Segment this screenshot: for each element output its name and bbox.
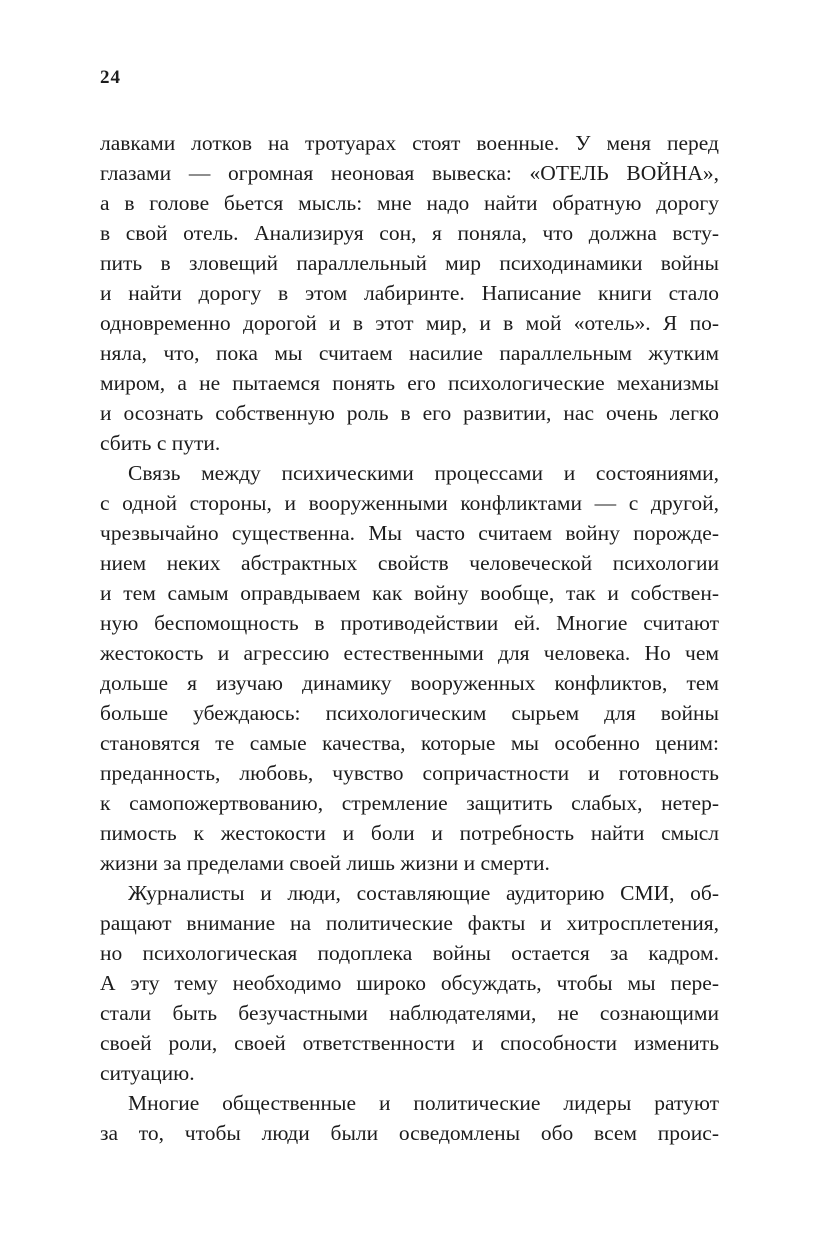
text-line: становятся те самые качества, которые мы особенно ценим: (100, 731, 719, 755)
text-line: нием неких абстрактных свойств человеческой психологии (100, 551, 719, 575)
text-line: А эту тему необходимо широко обсуждать, чтобы мы пере- (100, 971, 719, 995)
text-line: жизни за пределами своей лишь жизни и смерти. (100, 851, 550, 875)
text-line: больше убеждаюсь: психологическим сырьем для войны (100, 701, 719, 725)
text-line: Связь между психическими процессами и состояниями, (128, 461, 719, 485)
text-line: сбить с пути. (100, 431, 221, 455)
text-line: чрезвычайно существенна. Мы часто считаем войну порожде- (100, 521, 719, 545)
text-line: в свой отель. Анализируя сон, я поняла, что должна всту- (100, 221, 719, 245)
text-line: пимость к жестокости и боли и потребность найти смысл (100, 821, 719, 845)
text-line: лавками лотков на тротуарах стоят военные. У меня перед (100, 131, 719, 155)
text-line: жестокость и агрессию естественными для человека. Но чем (100, 641, 719, 665)
body-text (100, 128, 719, 1148)
text-line: одновременно дорогой и в этот мир, и в мой «отель». Я по- (100, 311, 719, 335)
text-line: и осознать собственную роль в его развитии, нас очень легко (100, 401, 719, 425)
text-line: и найти дорогу в этом лабиринте. Написание книги стало (100, 281, 719, 305)
text-line: к самопожертвованию, стремление защитить слабых, нетер- (100, 791, 719, 815)
text-line: ситуацию. (100, 1061, 195, 1085)
text-line: Многие общественные и политические лидеры ратуют (128, 1091, 719, 1115)
text-line: преданность, любовь, чувство сопричастности и готовность (100, 761, 719, 785)
text-line: няла, что, пока мы считаем насилие параллельным жутким (100, 341, 719, 365)
paragraph-3 (100, 878, 719, 1088)
text-line: своей роли, своей ответственности и способности изменить (100, 1031, 719, 1055)
paragraph-4 (100, 1088, 719, 1148)
text-line: но психологическая подоплека войны остается за кадром. (100, 941, 719, 965)
text-line: за то, чтобы люди были осведомлены обо всем проис- (100, 1121, 719, 1145)
paragraph-2 (100, 458, 719, 878)
text-line: ную беспомощность в противодействии ей. Многие считают (100, 611, 719, 635)
text-line: глазами — огромная неоновая вывеска: «ОТЕЛЬ ВОЙНА», (100, 161, 719, 185)
text-line: Журналисты и люди, составляющие аудиторию СМИ, об- (128, 881, 719, 905)
page-number: 24 (100, 67, 121, 88)
text-line: дольше я изучаю динамику вооруженных конфликтов, тем (100, 671, 719, 695)
text-line: миром, а не пытаемся понять его психологические механизмы (100, 371, 719, 395)
text-line: стали быть безучастными наблюдателями, не сознающими (100, 1001, 719, 1025)
text-line: пить в зловещий параллельный мир психодинамики войны (100, 251, 719, 275)
text-line: с одной стороны, и вооруженными конфликтами — с другой, (100, 491, 719, 515)
paragraph-1 (100, 128, 719, 458)
text-line: ращают внимание на политические факты и хитросплетения, (100, 911, 719, 935)
text-line: и тем самым оправдываем как войну вообще, так и собствен- (100, 581, 719, 605)
text-line: а в голове бьется мысль: мне надо найти обратную дорогу (100, 191, 719, 215)
